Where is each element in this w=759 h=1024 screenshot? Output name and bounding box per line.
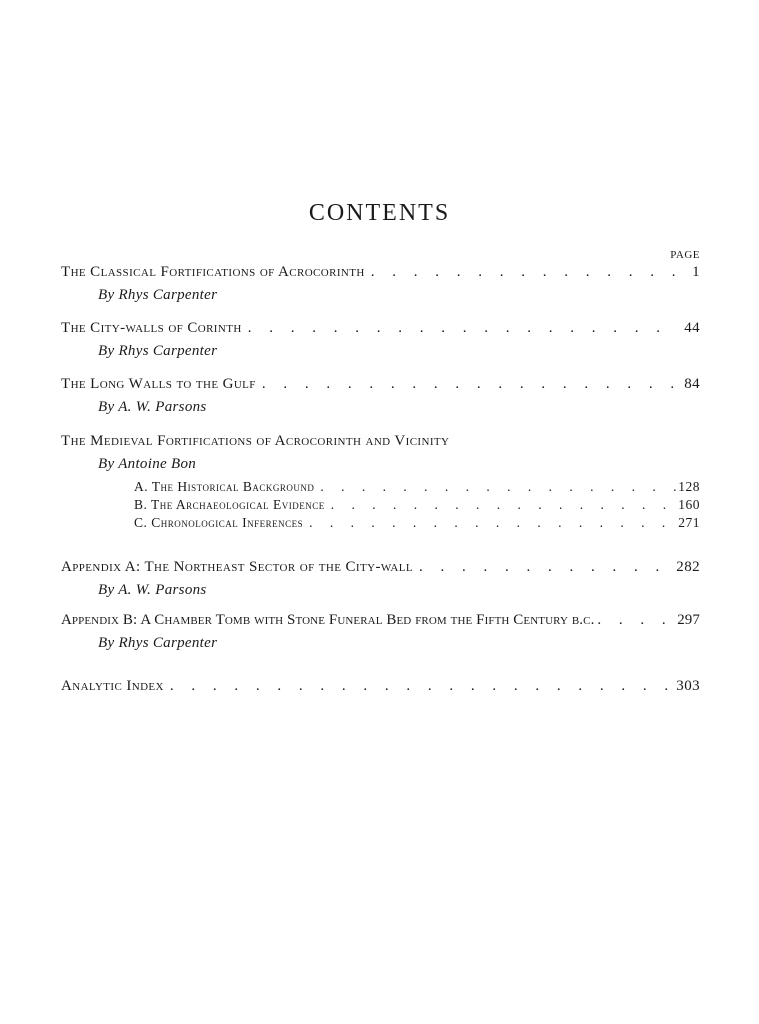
toc-entry-author: By Antoine Bon	[98, 456, 197, 472]
toc-subentry-historical-background[interactable]	[134, 479, 700, 499]
toc-entry-author: By Rhys Carpenter	[98, 287, 218, 303]
toc-entry-long-walls[interactable]	[61, 376, 700, 396]
toc-entry-title: The Classical Fortifications of Acrocorinth	[61, 264, 365, 280]
toc-entry-author: By A. W. Parsons	[98, 399, 207, 415]
toc-entry-page: 84	[684, 376, 700, 392]
toc-subentry-title: B. The Archaeological Evidence	[134, 497, 325, 512]
dot-leader	[242, 320, 676, 337]
toc-entry-page: 297	[677, 612, 700, 628]
toc-subentry-page: 271	[678, 515, 700, 530]
toc-subentry-chronological-inferences[interactable]	[134, 515, 700, 535]
dot-leader	[594, 612, 676, 629]
toc-entry-page: 282	[676, 559, 700, 575]
toc-subentry-archaeological-evidence[interactable]	[134, 497, 700, 517]
dot-leader	[303, 515, 676, 531]
dot-leader	[164, 678, 676, 695]
dot-leader	[365, 264, 676, 281]
dot-leader	[325, 497, 676, 513]
toc-subentry-page: 160	[678, 497, 700, 512]
toc-entry-page: 1	[692, 264, 700, 280]
toc-entry-title: The Long Walls to the Gulf	[61, 376, 256, 392]
toc-subentry-title: A. The Historical Background	[134, 479, 315, 494]
toc-entry-page: 303	[676, 678, 700, 694]
dot-leader	[314, 479, 676, 495]
toc-subentry-title: C. Chronological Inferences	[134, 515, 304, 530]
page-column-label: PAGE	[670, 249, 700, 261]
dot-leader	[256, 376, 676, 393]
toc-entry-author: By Rhys Carpenter	[98, 635, 218, 651]
toc-entry-title: Analytic Index	[61, 678, 164, 694]
toc-entry-medieval-fortifications[interactable]	[61, 433, 700, 453]
toc-entry-city-walls[interactable]	[61, 320, 700, 340]
toc-entry-title: The City-walls of Corinth	[61, 320, 242, 336]
toc-entry-page: 44	[684, 320, 700, 336]
toc-entry-title: Appendix A: The Northeast Sector of the City-wall	[61, 559, 413, 575]
dot-leader	[413, 559, 676, 576]
toc-entry-title: Appendix B: A Chamber Tomb with Stone Funeral Bed from the Fifth Century b.c.	[61, 612, 595, 628]
toc-entry-author: By Rhys Carpenter	[98, 343, 218, 359]
toc-entry-title: The Medieval Fortifications of Acrocorinth and Vicinity	[61, 433, 450, 449]
toc-entry-appendix-a[interactable]	[61, 559, 700, 579]
toc-subentry-page: 128	[678, 479, 700, 494]
toc-entry-author: By A. W. Parsons	[98, 582, 207, 598]
page-title: CONTENTS	[308, 200, 451, 226]
toc-entry-analytic-index[interactable]	[61, 678, 700, 698]
toc-entry-appendix-b[interactable]	[61, 612, 700, 632]
toc-entry-classical-fortifications[interactable]	[61, 264, 700, 284]
